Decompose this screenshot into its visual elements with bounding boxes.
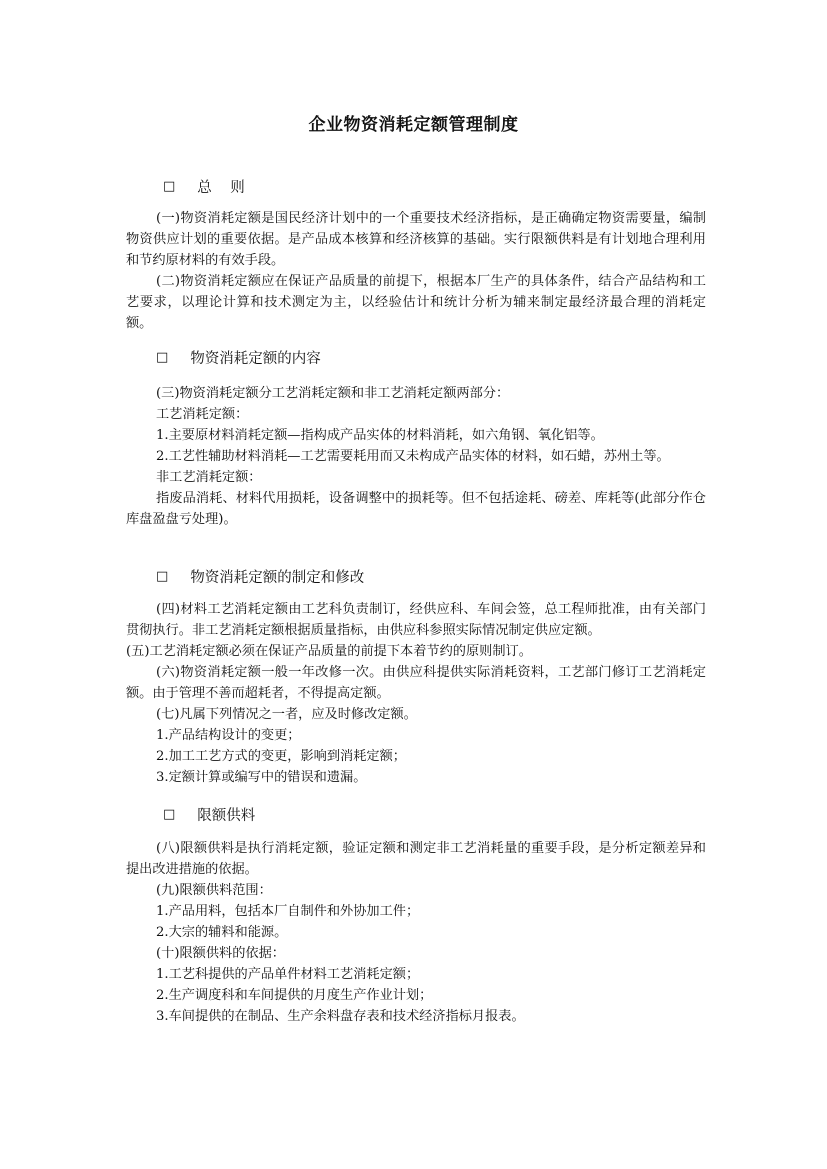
checkbox-icon: □ xyxy=(163,179,176,194)
document-title: 企业物资消耗定额管理制度 xyxy=(308,115,519,135)
section-heading-content xyxy=(156,347,321,368)
section-body-limited-supply xyxy=(126,838,706,1027)
checkbox-icon: □ xyxy=(156,569,169,584)
section-body-general xyxy=(126,208,706,334)
section-title: 总 则 xyxy=(197,180,245,196)
paragraph: 1.工艺科提供的产品单件材料工艺消耗定额； xyxy=(156,967,420,982)
paragraph: (二)物资消耗定额应在保证产品质量的前提下，根据本厂生产的具体条件，结合产品结构和工艺要求，以理论计算和技术测定为主，以经验估计和统计分析为辅来制定最经济最合理的消耗定额。 xyxy=(126,274,706,331)
paragraph: 1.主要原材料消耗定额—指构成产品实体的材料消耗，如六角钢、氧化铝等。 xyxy=(156,428,604,443)
section-heading-limited-supply xyxy=(163,804,255,825)
paragraph: (八)限额供料是执行消耗定额，验证定额和测定非工艺消耗量的重要手段，是分析定额差异和提出改进措施的依据。 xyxy=(126,841,706,877)
section-title: 限额供料 xyxy=(197,808,256,824)
checkbox-icon: □ xyxy=(163,807,176,822)
paragraph: 工艺消耗定额： xyxy=(156,407,249,422)
paragraph: (五)工艺消耗定额必须在保证产品质量的前提下本着节约的原则制订。 xyxy=(126,644,532,659)
section-body-formulation xyxy=(126,599,706,788)
paragraph: (三)物资消耗定额分工艺消耗定额和非工艺消耗定额两部分： xyxy=(156,386,510,401)
paragraph: 3.定额计算或编写中的错误和遗漏。 xyxy=(156,770,367,785)
paragraph: 非工艺消耗定额： xyxy=(156,470,262,485)
section-body-content xyxy=(126,383,706,530)
paragraph: 2.加工工艺方式的变更，影响到消耗定额； xyxy=(156,749,406,764)
paragraph: (九)限额供料范围： xyxy=(156,883,272,898)
paragraph: 指废品消耗、材料代用损耗，设备调整中的损耗等。但不包括途耗、磅差、库耗等(此部分作仓库盘盈盘亏处理)。 xyxy=(126,491,706,527)
paragraph: 3.车间提供的在制品、生产余料盘存表和技术经济指标月报表。 xyxy=(156,1009,525,1024)
section-title: 物资消耗定额的制定和修改 xyxy=(190,570,365,586)
section-title: 物资消耗定额的内容 xyxy=(190,351,321,367)
section-heading-formulation xyxy=(156,566,364,587)
paragraph: 1.产品结构设计的变更； xyxy=(156,728,301,743)
paragraph: (一)物资消耗定额是国民经济计划中的一个重要技术经济指标，是正确确定物资需要量，编制物资供应计划的重要依据。是产品成本核算和经济核算的基础。实行限额供料是有计划地合理利用和节约原材料的有效手段。 xyxy=(126,211,706,268)
section-heading-general xyxy=(163,176,245,197)
paragraph: (十)限额供料的依据： xyxy=(156,946,285,961)
paragraph: 2.工艺性辅助材料消耗—工艺需要耗用而又未构成产品实体的材料，如石蜡，苏州土等。 xyxy=(156,449,670,464)
paragraph: 2.生产调度科和车间提供的月度生产作业计划； xyxy=(156,988,433,1003)
paragraph: (七)凡属下列情况之一者，应及时修改定额。 xyxy=(156,707,417,722)
paragraph: 1.产品用料，包括本厂自制件和外协加工件； xyxy=(156,904,420,919)
paragraph: (四)材料工艺消耗定额由工艺科负责制订，经供应科、车间会签，总工程师批准，由有关部门贯彻执行。非工艺消耗定额根据质量指标，由供应科参照实际情况制定供应定额。 xyxy=(126,602,706,638)
paragraph: 2.大宗的辅料和能源。 xyxy=(156,925,288,940)
paragraph: (六)物资消耗定额一般一年改修一次。由供应科提供实际消耗资料，工艺部门修订工艺消耗定额。由于管理不善而超耗者，不得提高定额。 xyxy=(126,665,706,701)
checkbox-icon: □ xyxy=(156,350,169,365)
